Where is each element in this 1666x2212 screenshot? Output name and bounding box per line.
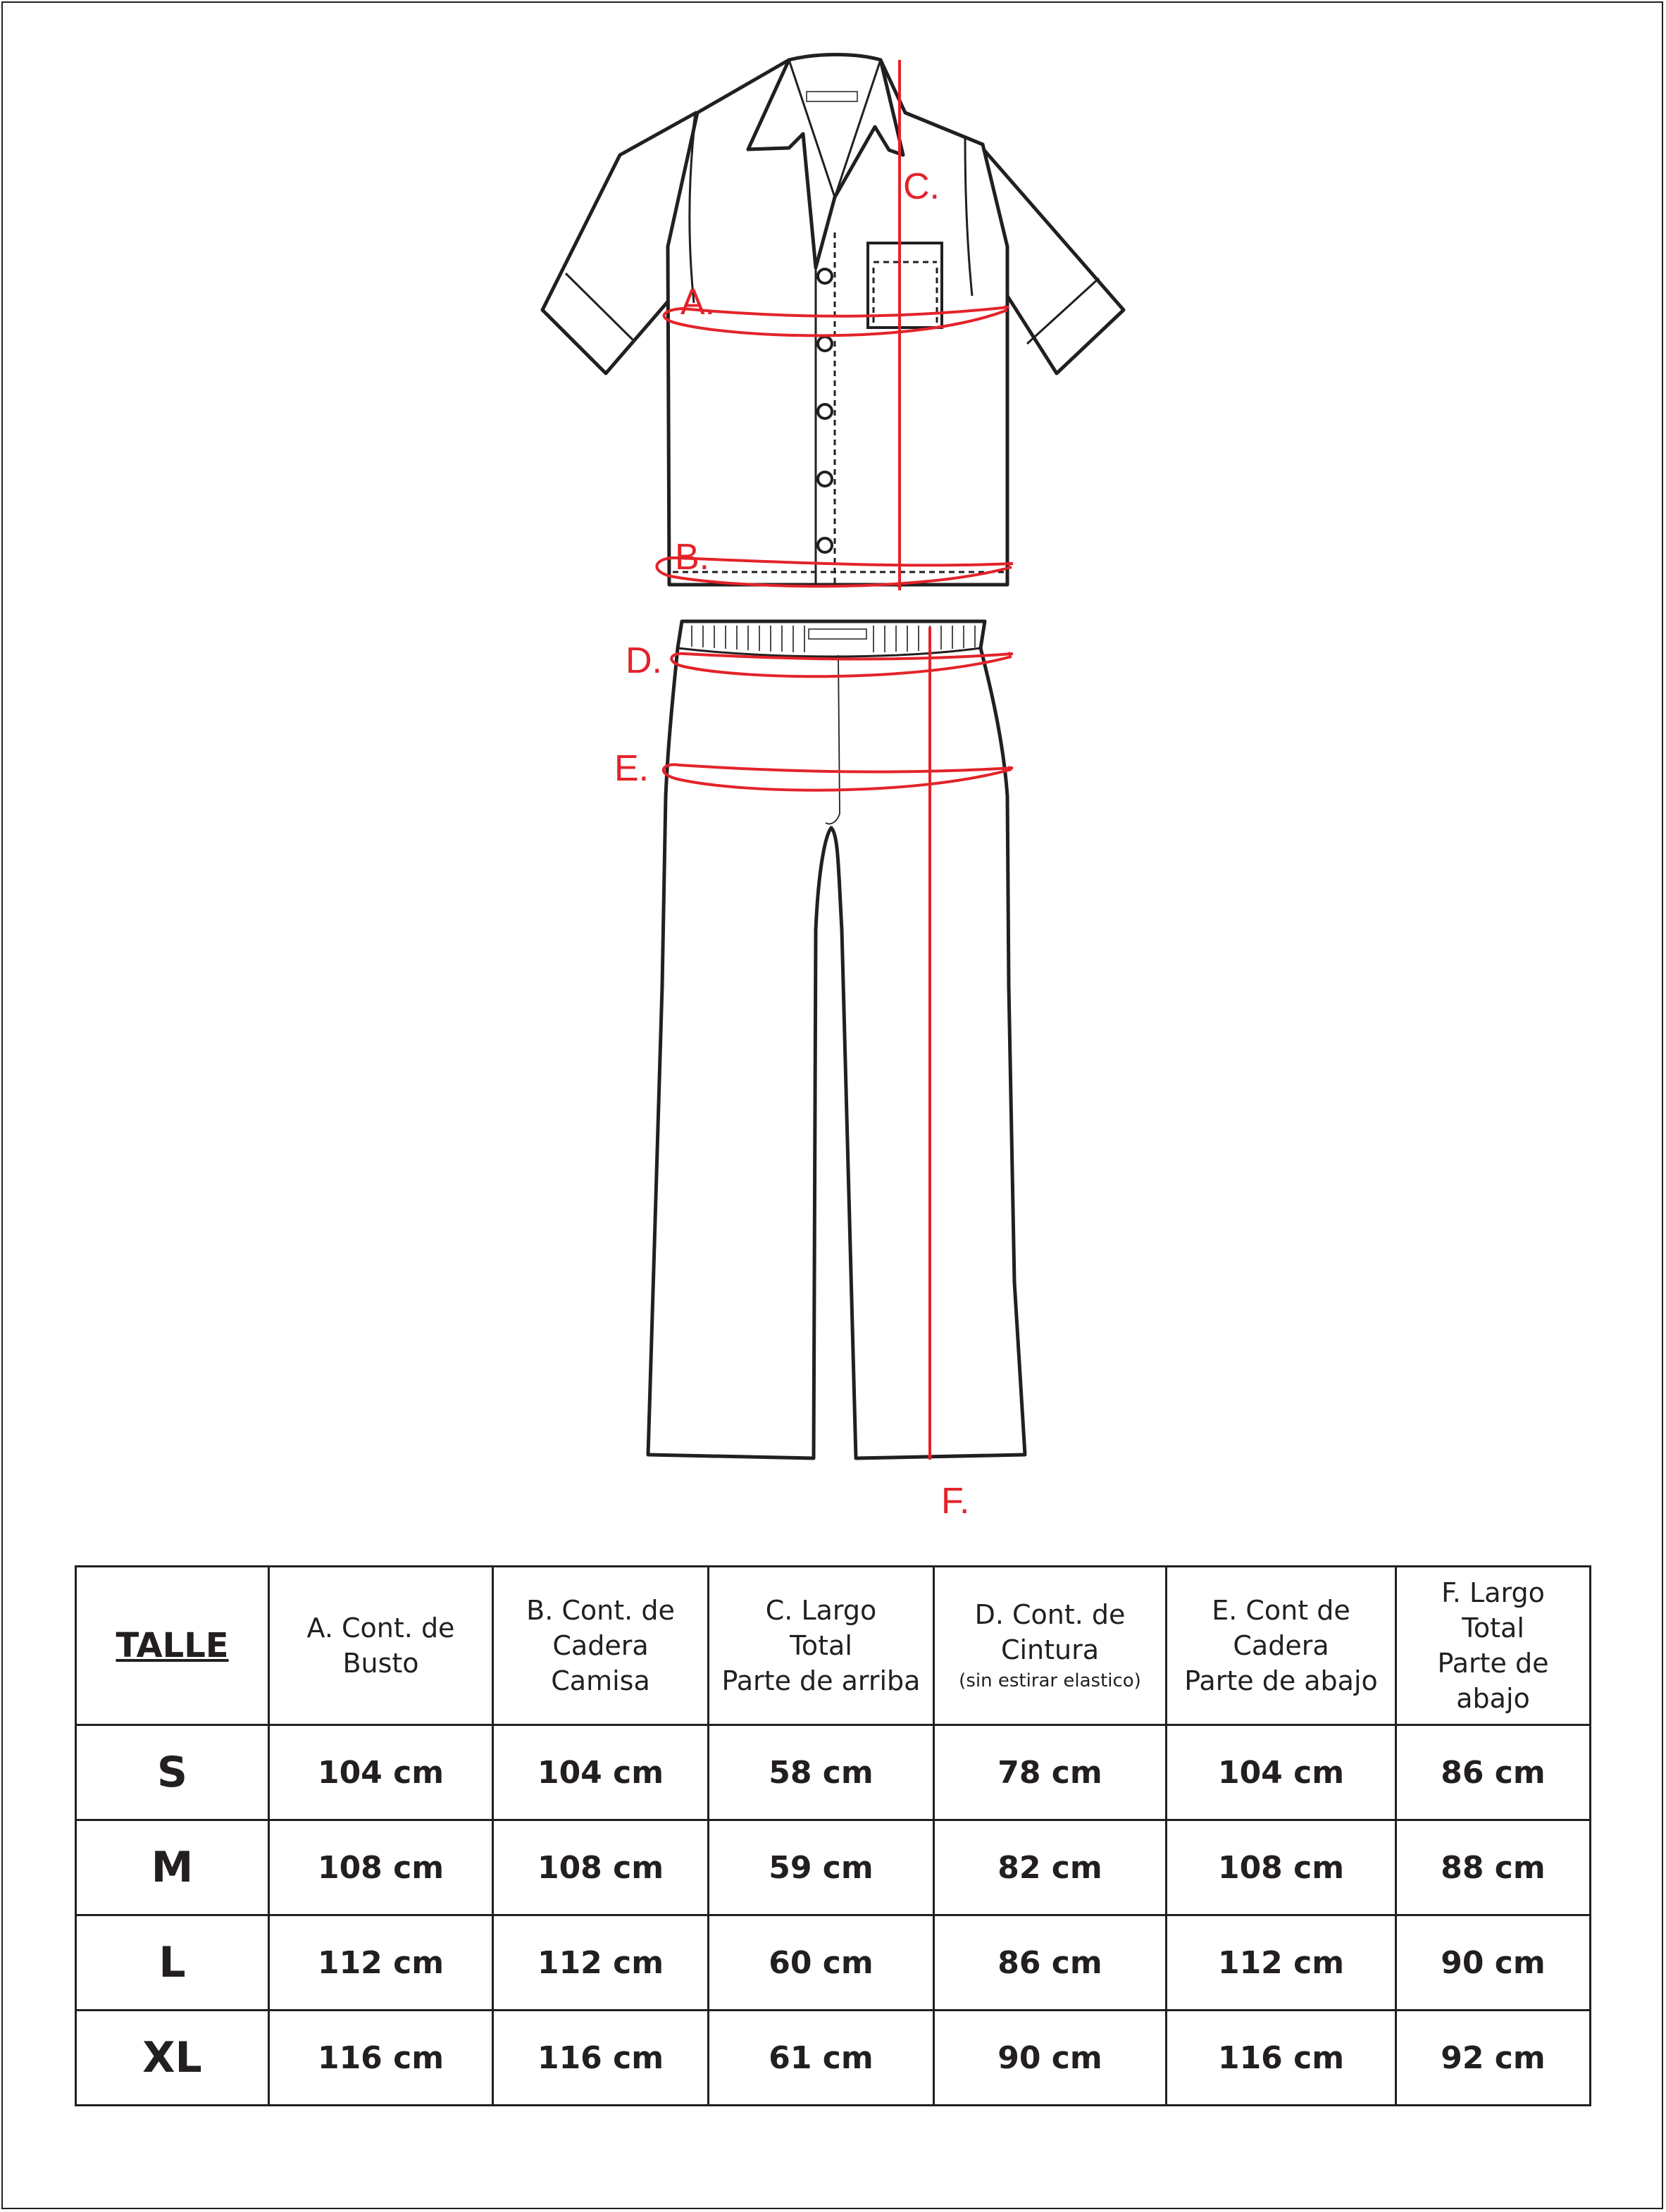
cell-b: 104 cm — [493, 1725, 709, 1820]
cell-c: 61 cm — [709, 2011, 934, 2106]
pants-outline — [648, 621, 1025, 1458]
cell-a: 108 cm — [269, 1820, 493, 1915]
cell-d: 78 cm — [934, 1725, 1167, 1820]
cell-f: 88 cm — [1396, 1820, 1591, 1915]
cell-f: 90 cm — [1396, 1915, 1591, 2011]
header-d — [934, 1567, 1167, 1725]
size-cell: M — [76, 1820, 269, 1915]
header-talle: TALLE — [76, 1567, 269, 1725]
header-f-line2: Total — [1462, 1613, 1524, 1644]
header-b-line1: B. Cont. de — [526, 1595, 675, 1626]
table-row — [76, 1915, 1591, 2011]
header-f-line3: Parte de abajo — [1437, 1648, 1549, 1714]
pants-drawing — [648, 621, 1025, 1458]
header-e-line1: E. Cont de — [1212, 1595, 1350, 1626]
measure-label-a: A. — [680, 282, 716, 323]
header-d-line1: D. Cont. de — [974, 1599, 1126, 1630]
cell-e: 116 cm — [1167, 2011, 1396, 2106]
cell-c: 60 cm — [709, 1915, 934, 2011]
cell-a: 104 cm — [269, 1725, 493, 1820]
cell-d: 82 cm — [934, 1820, 1167, 1915]
size-chart-table — [75, 1565, 1591, 2106]
size-cell: XL — [76, 2011, 269, 2106]
header-b-line2: Cadera — [552, 1630, 649, 1661]
cell-b: 112 cm — [493, 1915, 709, 2011]
shirt-drawing — [542, 55, 1124, 585]
shirt-neck-tag — [807, 92, 857, 101]
table-row — [76, 1725, 1591, 1820]
header-b — [493, 1567, 709, 1725]
cell-f: 86 cm — [1396, 1725, 1591, 1820]
header-f — [1396, 1567, 1591, 1725]
cell-c: 59 cm — [709, 1820, 934, 1915]
cell-c: 58 cm — [709, 1725, 934, 1820]
cell-a: 116 cm — [269, 2011, 493, 2106]
header-c-line3: Parte de arriba — [721, 1665, 921, 1696]
header-a-line1: A. Cont. de — [306, 1613, 455, 1644]
cell-b: 116 cm — [493, 2011, 709, 2106]
header-c-line1: C. Largo — [765, 1595, 877, 1626]
cell-f: 92 cm — [1396, 2011, 1591, 2106]
measure-label-d: D. — [626, 640, 662, 681]
header-e-line3: Parte de abajo — [1184, 1665, 1378, 1696]
size-cell: L — [76, 1915, 269, 2011]
header-a — [269, 1567, 493, 1725]
cell-a: 112 cm — [269, 1915, 493, 2011]
pants-label-tag — [809, 629, 866, 639]
header-a-line2: Busto — [342, 1648, 419, 1679]
table-header-row — [76, 1567, 1591, 1725]
cell-d: 86 cm — [934, 1915, 1167, 2011]
header-b-line3: Camisa — [551, 1665, 650, 1696]
header-d-line3: (sin estirar elastico) — [959, 1670, 1141, 1691]
header-d-line2: Cintura — [1000, 1634, 1100, 1665]
header-e — [1167, 1567, 1396, 1725]
measure-label-f: F. — [941, 1481, 970, 1522]
cell-e: 112 cm — [1167, 1915, 1396, 2011]
header-c-line2: Total — [790, 1630, 852, 1661]
header-f-line1: F. Largo — [1441, 1577, 1545, 1608]
measure-label-e: E. — [614, 748, 649, 789]
cell-e: 104 cm — [1167, 1725, 1396, 1820]
cell-e: 108 cm — [1167, 1820, 1396, 1915]
measure-label-b: B. — [675, 537, 710, 578]
table-row — [76, 1820, 1591, 1915]
cell-b: 108 cm — [493, 1820, 709, 1915]
header-c — [709, 1567, 934, 1725]
measure-label-c: C. — [903, 166, 940, 207]
header-e-line2: Cadera — [1233, 1630, 1329, 1661]
size-cell: S — [76, 1725, 269, 1820]
table-row — [76, 2011, 1591, 2106]
cell-d: 90 cm — [934, 2011, 1167, 2106]
